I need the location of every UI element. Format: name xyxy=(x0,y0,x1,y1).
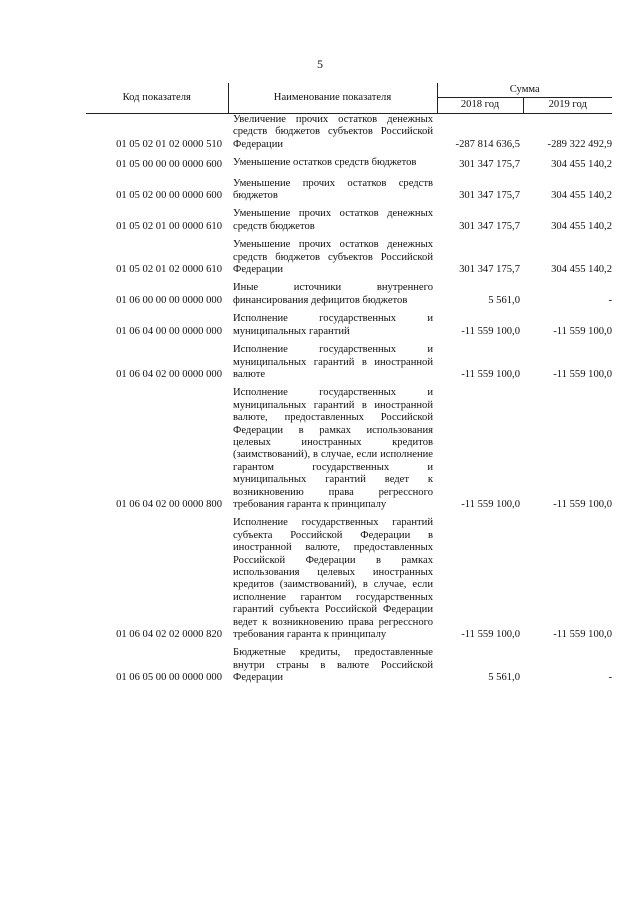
row-value-2018: -11 559 100,0 xyxy=(461,368,520,380)
row-name: Увеличение прочих остатков денежных средств бюджетов субъектов Российской Федерации xyxy=(233,114,433,150)
table-body xyxy=(86,114,612,691)
row-code: 01 06 00 00 00 0000 000 xyxy=(116,294,222,306)
row-value-2018: 301 347 175,7 xyxy=(459,264,520,276)
row-name: Уменьшение прочих остатков денежных средств бюджетов субъектов Российской Федерации xyxy=(233,239,433,276)
row-value-2018: 301 347 175,7 xyxy=(459,220,520,232)
row-code: 01 06 04 02 00 0000 000 xyxy=(116,368,222,380)
row-value-2019: -289 322 492,9 xyxy=(547,138,612,150)
row-name: Иные источники внутреннего финансирования дефицитов бюджетов xyxy=(233,282,433,306)
row-value-2019: - xyxy=(608,294,612,306)
budget-sources-table xyxy=(86,83,612,691)
table-row xyxy=(86,647,612,690)
row-value-2019: -11 559 100,0 xyxy=(553,498,612,510)
row-code: 01 05 02 01 02 0000 610 xyxy=(116,264,222,276)
row-value-2019: 304 455 140,2 xyxy=(551,220,612,232)
row-name: Бюджетные кредиты, предоставленные внутри страны в валюте Российской Федерации xyxy=(233,647,433,684)
row-name: Исполнение государственных и муниципальных гарантий в иностранной валюте xyxy=(233,344,433,380)
table-row xyxy=(86,282,612,313)
row-name: Исполнение государственных и муниципальных гарантий в иностранной валюте, предоставленных Российской Федерации в рамках использования целевых иностранных кредитов (заимствований), в случае, если исполнение гарантом государственных и муниципальных гарантий ведет к возникновению права регрессного требования гаранта к принципалу xyxy=(233,387,433,510)
row-code: 01 06 04 00 00 0000 000 xyxy=(116,325,222,337)
table-row xyxy=(86,387,612,517)
header-year-2018: 2018 год xyxy=(437,98,523,114)
row-value-2018: -287 814 636,5 xyxy=(455,138,520,150)
header-sum: Сумма xyxy=(437,83,612,98)
table-row xyxy=(86,239,612,282)
header-code: Код показателя xyxy=(86,83,228,114)
row-code: 01 06 05 00 00 0000 000 xyxy=(116,672,222,684)
row-code: 01 05 00 00 00 0000 600 xyxy=(116,159,222,171)
page-number: 5 xyxy=(317,57,323,71)
row-value-2018: -11 559 100,0 xyxy=(461,629,520,641)
header-name: Наименование показателя xyxy=(228,83,437,114)
row-value-2019: -11 559 100,0 xyxy=(553,325,612,337)
row-value-2018: -11 559 100,0 xyxy=(461,325,520,337)
row-name: Исполнение государственных и муниципальных гарантий xyxy=(233,313,433,337)
row-value-2018: 5 561,0 xyxy=(488,672,520,684)
row-name: Уменьшение остатков средств бюджетов xyxy=(233,157,417,169)
row-name: Уменьшение прочих остатков средств бюджетов xyxy=(233,177,433,202)
row-code: 01 05 02 01 02 0000 510 xyxy=(116,138,222,150)
row-name: Уменьшение прочих остатков денежных средств бюджетов xyxy=(233,208,433,232)
row-code: 01 06 04 02 00 0000 800 xyxy=(116,498,222,510)
table-header xyxy=(86,83,612,114)
row-value-2019: - xyxy=(608,672,612,684)
row-value-2019: 304 455 140,2 xyxy=(551,264,612,276)
row-value-2019: -11 559 100,0 xyxy=(553,368,612,380)
row-code: 01 05 02 01 00 0000 610 xyxy=(116,220,222,232)
row-value-2018: -11 559 100,0 xyxy=(461,498,520,510)
header-year-2019: 2019 год xyxy=(523,98,612,114)
table-row xyxy=(86,157,612,177)
table-row xyxy=(86,313,612,344)
row-value-2018: 5 561,0 xyxy=(488,294,520,306)
row-value-2018: 301 347 175,7 xyxy=(459,190,520,202)
table-row xyxy=(86,517,612,647)
row-value-2019: 304 455 140,2 xyxy=(551,159,612,171)
row-code: 01 06 04 02 02 0000 820 xyxy=(116,629,222,641)
row-name: Исполнение государственных гарантий субъекта Российской Федерации в иностранной валюте, предоставленных Российской Федерации в рамках использования целевых иностранных кредитов (заимствований), в случае, если исполнение гарантом государственных гарантий субъекта Российской Федерации ведет к возникновению права регрессного требования гаранта к принципалу xyxy=(233,517,433,641)
table-row xyxy=(86,208,612,239)
row-code: 01 05 02 00 00 0000 600 xyxy=(116,190,222,202)
row-value-2019: -11 559 100,0 xyxy=(553,629,612,641)
table-row xyxy=(86,344,612,387)
table-row xyxy=(86,114,612,158)
row-value-2019: 304 455 140,2 xyxy=(551,190,612,202)
row-value-2018: 301 347 175,7 xyxy=(459,159,520,171)
table-row xyxy=(86,178,612,209)
